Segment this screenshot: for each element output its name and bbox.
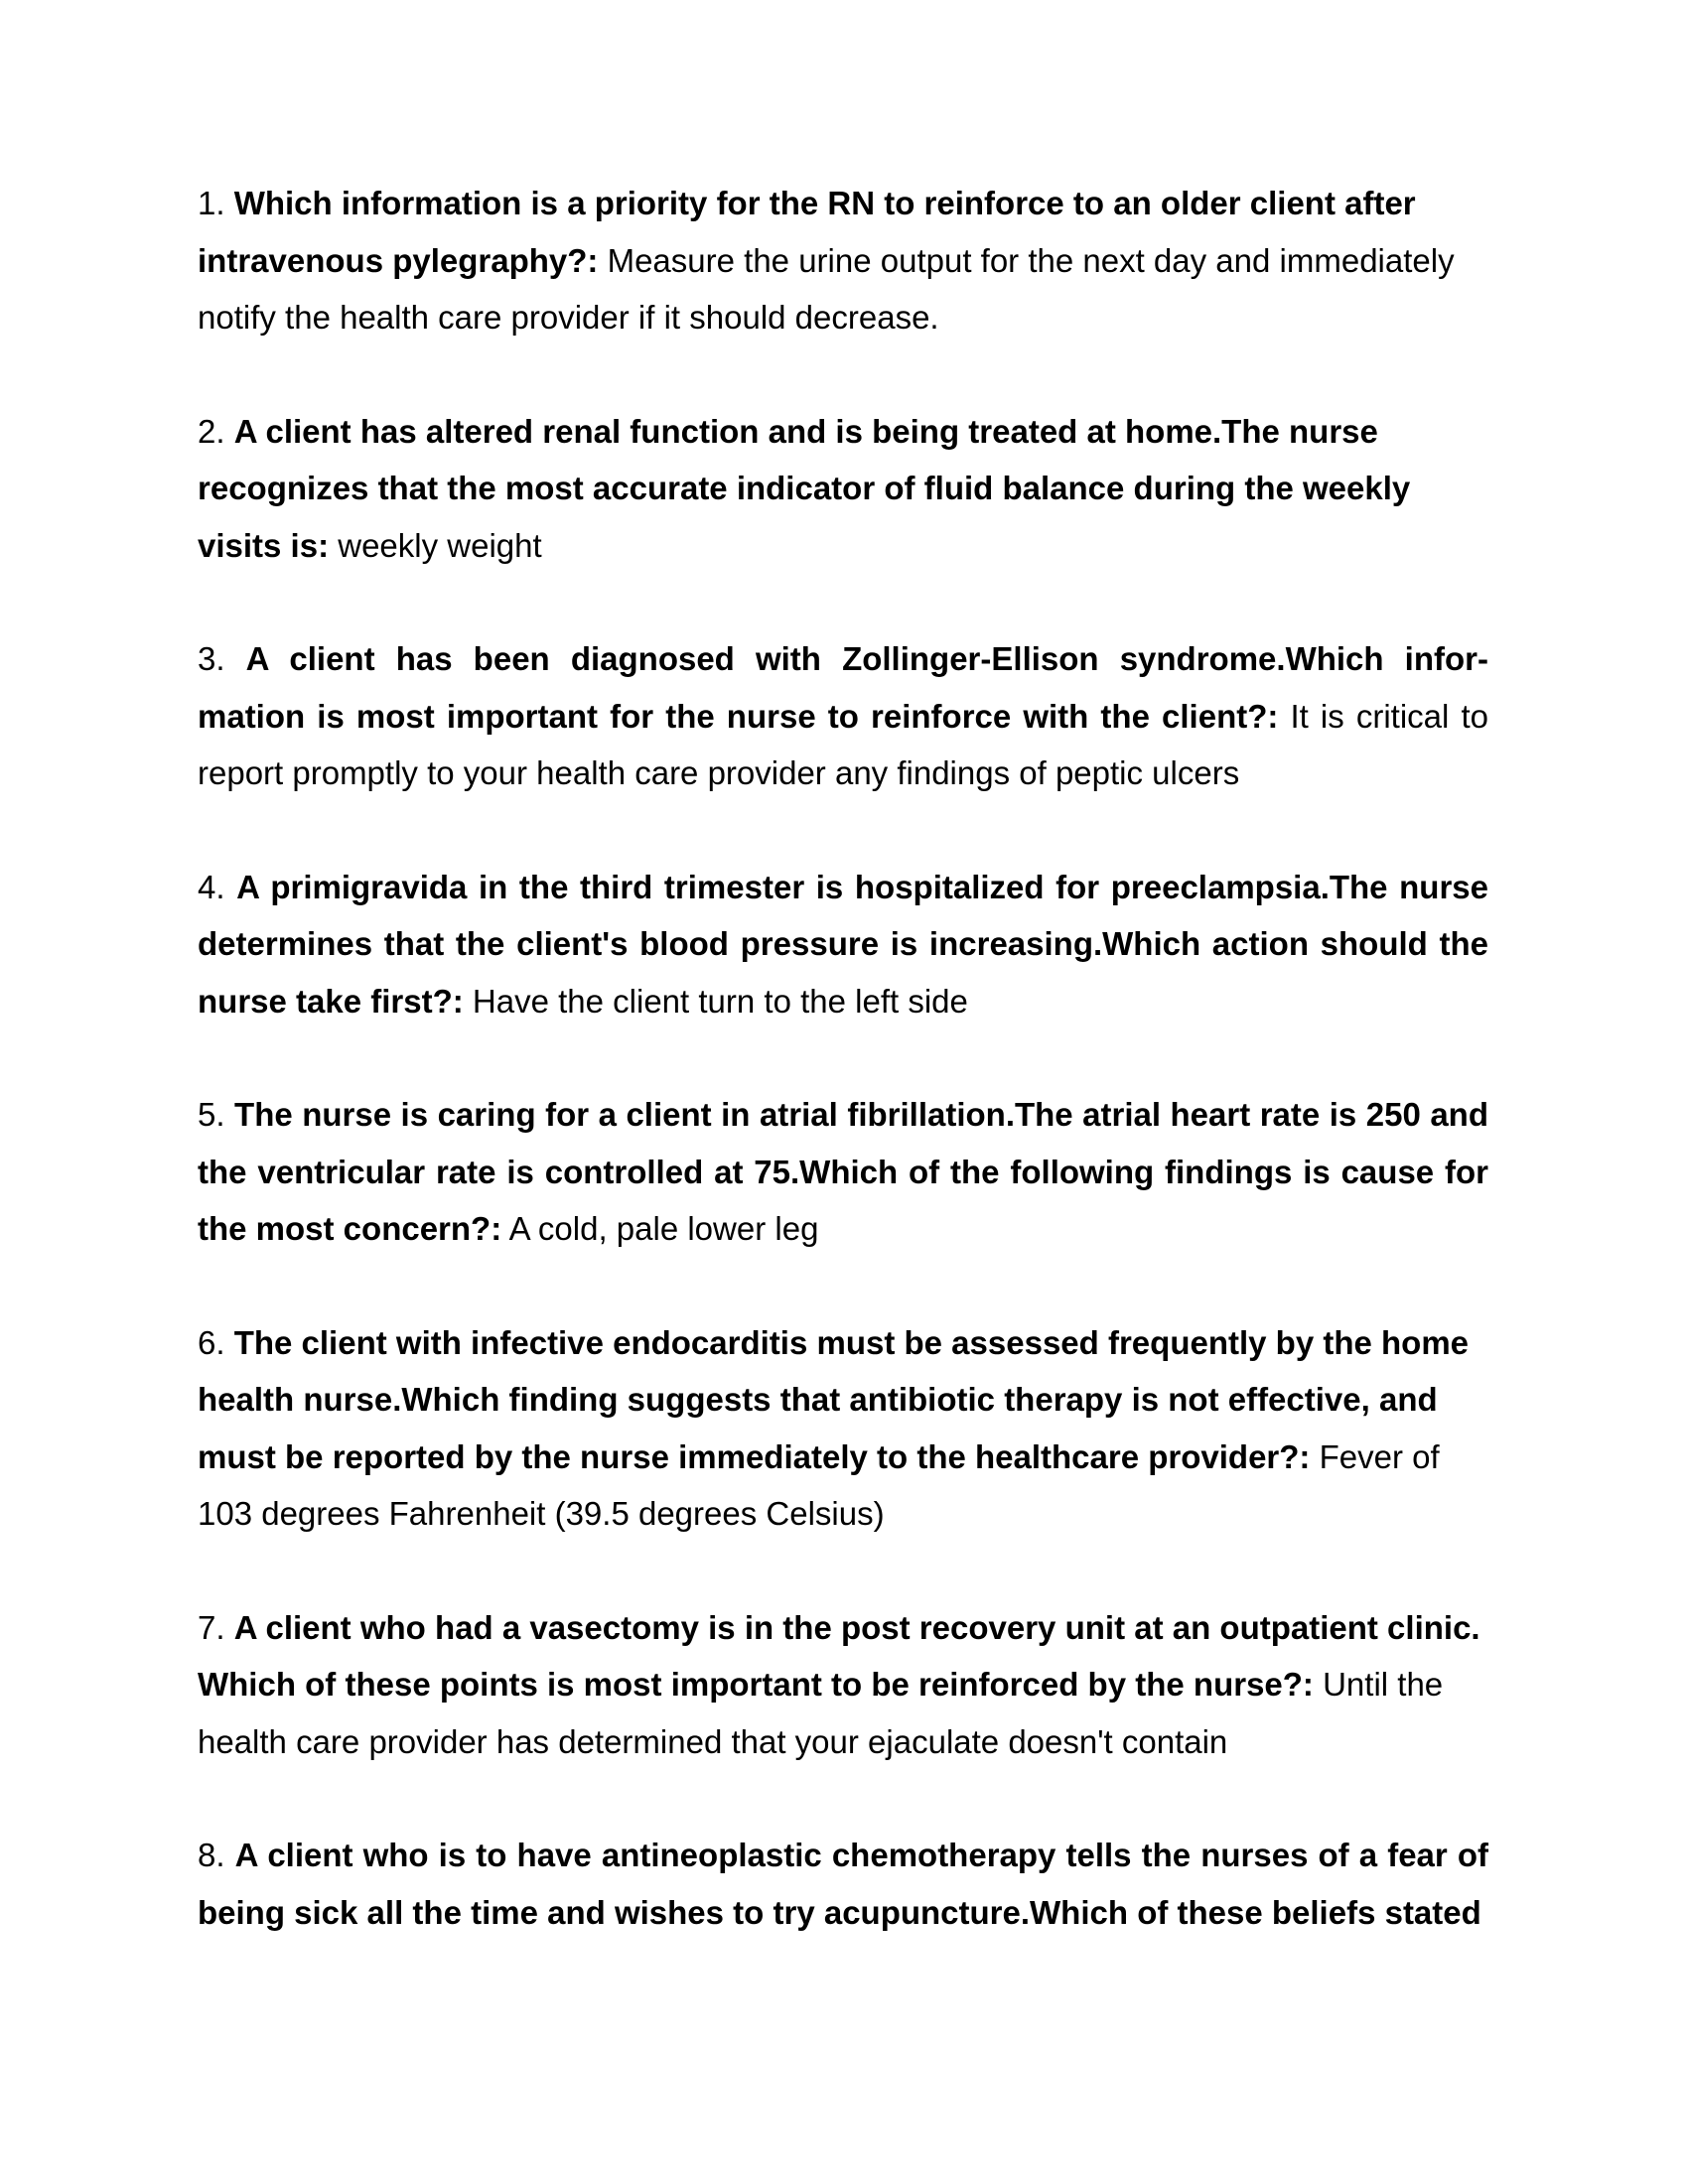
question-text: The nurse is caring for a client in atrial fibrillation.The atrial heart rate is 250 and the ventricular rate is controlled at 75.Which of the following findings is cause for the most concern?: — [198, 1096, 1488, 1247]
answer-text: Until the health care provider has determined that your ejaculate doesn't contain — [198, 1666, 1444, 1760]
question-number: 3. — [198, 640, 225, 677]
question-text: A primigravida in the third trimester is hospitalized for preeclampsia.The nurse determines that the client's blood pressure is increasing.Which action should the nurse take first?: — [198, 868, 1488, 1020]
answer-text: Have the client turn to the left side — [472, 982, 968, 1020]
question-number: 4. — [198, 868, 225, 905]
question-number: 5. — [198, 1096, 225, 1133]
question-number: 2. — [198, 412, 225, 450]
question-item-6 — [198, 1314, 1488, 1543]
question-number: 1. — [198, 185, 225, 221]
question-number: 7. — [198, 1608, 225, 1646]
question-item-7 — [198, 1599, 1488, 1771]
answer-text: Fever of 103 degrees Fahrenheit (39.5 degrees Celsius) — [198, 1437, 1440, 1532]
question-text: A client has been diagnosed with Zollinger-Ellison syndrome.Which infor- mation is most important for the nurse to reinforce with the client?: — [198, 640, 1488, 735]
question-item-8 — [198, 1827, 1488, 1941]
answer-text: A cold, pale lower leg — [508, 1210, 819, 1247]
question-item-3 — [198, 630, 1488, 802]
question-number: 6. — [198, 1323, 225, 1361]
question-text: The client with infective endocarditis must be assessed frequently by the home health nurse.Which finding suggests that antibiotic therapy is not effective, and must be reported by the nurse immediately to the healthcare provider?: — [198, 1323, 1470, 1475]
question-item-1 — [198, 175, 1488, 346]
answer-text: Measure the urine output for the next day and immediately notify the health care provider if it should decrease. — [198, 241, 1455, 336]
answer-text: It is critical to report promptly to your health care provider any findings of peptic ulcers — [198, 697, 1488, 791]
question-item-5 — [198, 1086, 1488, 1258]
document-page — [198, 175, 1488, 1997]
question-text: Which information is a priority for the RN to reinforce to an older client after intravenous pylegraphy?: — [198, 185, 1416, 279]
question-text: A client who is to have antineoplastic chemotherapy tells the nurses of a fear of being sick all the time and wishes to try acupuncture.Which of these beliefs stated — [198, 1837, 1488, 1931]
question-text: A client has altered renal function and is being treated at home.The nurse recognizes that the most accurate indicator of fluid balance during the weekly visits is: — [198, 412, 1411, 564]
question-item-2 — [198, 403, 1488, 575]
question-text: A client who had a vasectomy is in the post recovery unit at an outpatient clinic. Which of these points is most important to be reinforced by the nurse?: — [198, 1608, 1480, 1703]
question-item-4 — [198, 859, 1488, 1030]
question-number: 8. — [198, 1837, 225, 1873]
answer-text: weekly weight — [338, 526, 542, 564]
